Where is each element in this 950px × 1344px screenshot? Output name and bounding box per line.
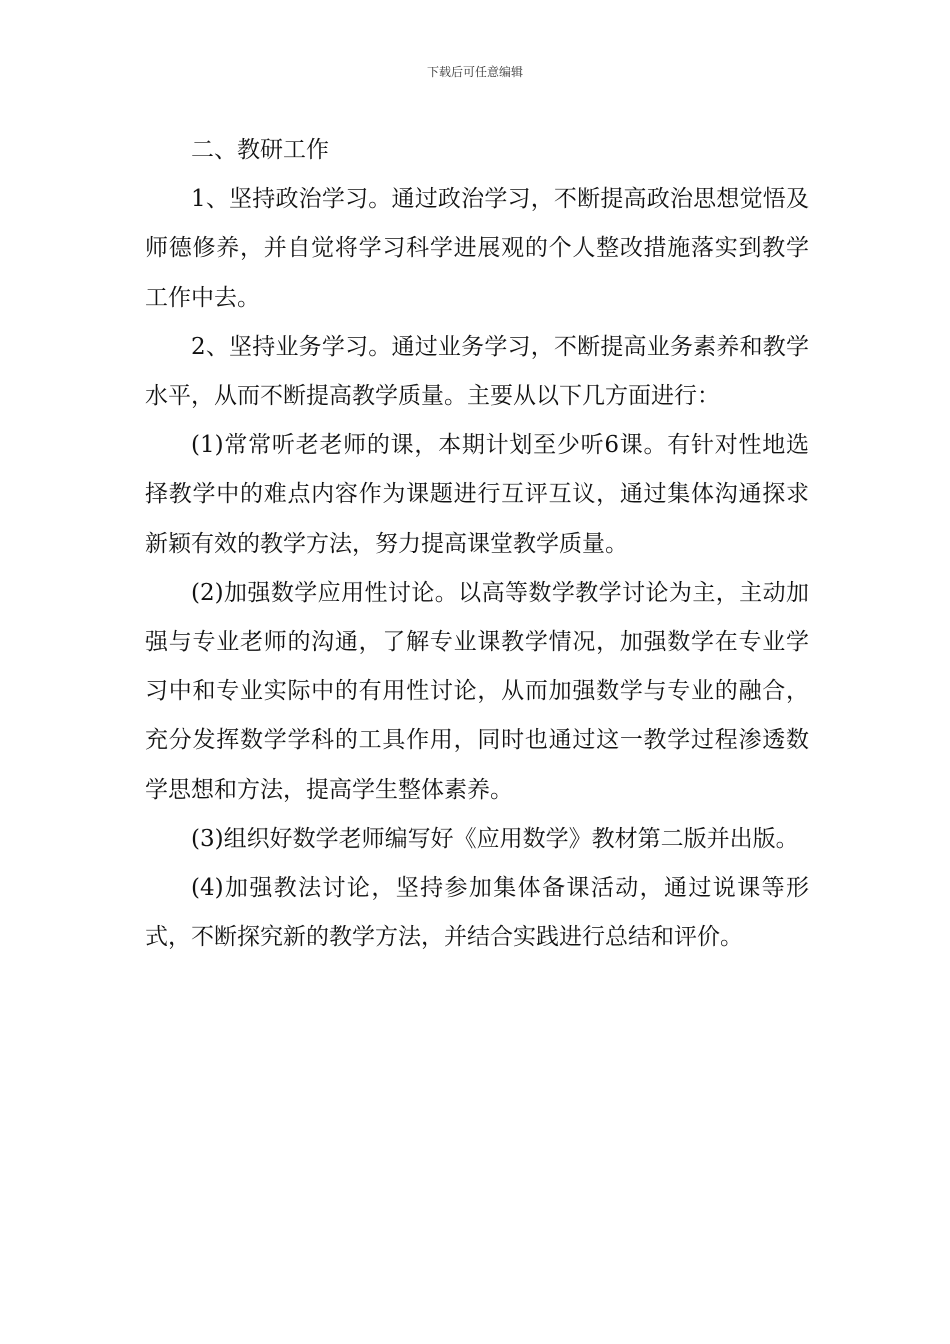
paragraph-item-1: (1)常常听老老师的课，本期计划至少听6课。有针对性地选择教学中的难点内容作为课题进行互评互议，通过集体沟通探求新颖有效的教学方法，努力提高课堂教学质量。	[145, 432, 809, 557]
paragraph-item-2: (2)加强数学应用性讨论。以高等数学教学讨论为主，主动加强与专业老师的沟通，了解专业课教学情况，加强数学在专业学习中和专业实际中的有用性讨论，从而加强数学与专业的融合，充分发挥数学学科的工具作用，同时也通过这一教学过程渗透数学思想和方法，提高学生整体素养。	[145, 579, 809, 803]
document-body	[145, 126, 809, 962]
paragraph-political-study: 1、坚持政治学习。通过政治学习，不断提高政治思想觉悟及师德修养，并自觉将学习科学进展观的个人整改措施落实到教学工作中去。	[145, 186, 809, 311]
section-title: 二、教研工作	[191, 137, 329, 163]
paragraph-item-3: (3)组织好数学老师编写好《应用数学》教材第二版并出版。	[191, 825, 799, 852]
paragraph-item-4: (4)加强教法讨论，坚持参加集体备课活动，通过说课等形式，不断探究新的教学方法，并结合实践进行总结和评价。	[145, 875, 809, 951]
paragraph-business-study: 2、坚持业务学习。通过业务学习，不断提高业务素养和教学水平，从而不断提高教学质量。主要从以下几方面进行：	[145, 333, 809, 410]
page-header: 下载后可任意编辑	[426, 65, 523, 79]
